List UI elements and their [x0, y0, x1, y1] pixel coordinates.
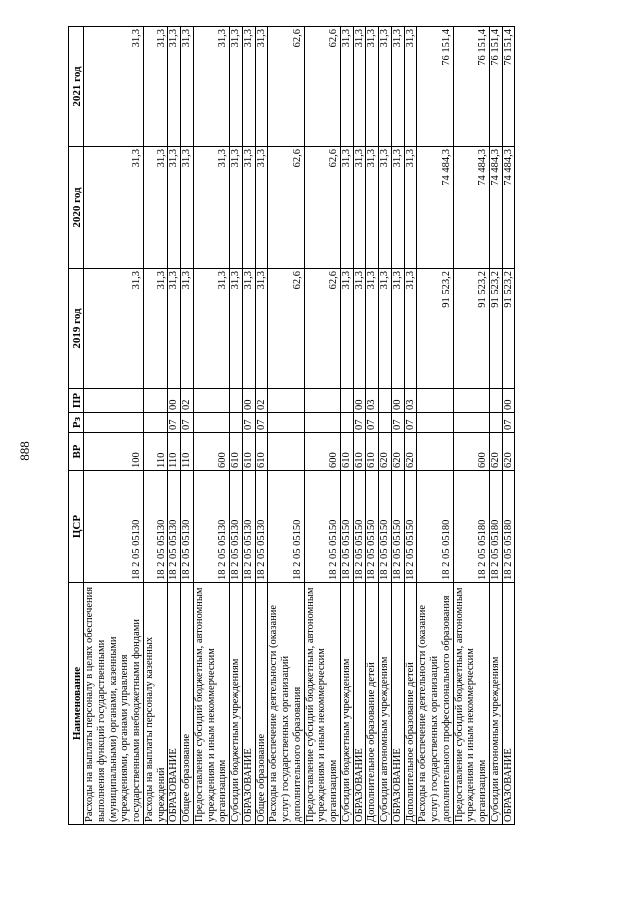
cell-vr: 620 [489, 433, 502, 471]
cell-2021: 31,3 [353, 27, 366, 147]
table-row [304, 27, 340, 825]
cell-2020: 74 484,3 [417, 147, 453, 269]
cell-2020: 31,3 [84, 147, 144, 269]
header-rz: Рз [69, 413, 84, 433]
cell-name: Предоставление субсидий бюджетным, автономным учреждениям и иным некоммерческим организациям [193, 583, 229, 825]
cell-csr: 18 2 05 05150 [304, 471, 340, 583]
cell-name: Субсидии бюджетным учреждениям [230, 583, 243, 825]
cell-2021: 31,3 [340, 27, 353, 147]
header-pr: ПР [69, 389, 84, 413]
cell-name: Общее образование [181, 583, 194, 825]
cell-vr: 620 [502, 433, 515, 471]
header-vr: ВР [69, 433, 84, 471]
cell-2020: 31,3 [168, 147, 181, 269]
cell-2020: 31,3 [230, 147, 243, 269]
cell-name: Предоставление субсидий бюджетным, автономным учреждениям и иным некоммерческим организациям [304, 583, 340, 825]
cell-2019: 91 523,2 [489, 269, 502, 389]
cell-2021: 31,3 [391, 27, 404, 147]
cell-vr: 600 [304, 433, 340, 471]
table-row [268, 27, 304, 825]
cell-name: Субсидии автономным учреждениям [379, 583, 392, 825]
cell-rz: 07 [181, 413, 194, 433]
cell-csr: 18 2 05 05150 [404, 471, 417, 583]
cell-vr: 600 [453, 433, 489, 471]
cell-vr [268, 433, 304, 471]
cell-2019: 91 523,2 [417, 269, 453, 389]
table-row [255, 27, 268, 825]
table-row [143, 27, 168, 825]
cell-2021: 31,3 [181, 27, 194, 147]
table-row [193, 27, 229, 825]
cell-rz: 07 [404, 413, 417, 433]
cell-rz [268, 413, 304, 433]
cell-csr: 18 2 05 05150 [340, 471, 353, 583]
cell-csr: 18 2 05 05150 [391, 471, 404, 583]
cell-rz [453, 413, 489, 433]
cell-2021: 31,3 [255, 27, 268, 147]
cell-rz [417, 413, 453, 433]
table-row [379, 27, 392, 825]
cell-vr [417, 433, 453, 471]
rotated-table-container [68, 27, 564, 825]
cell-name: Общее образование [255, 583, 268, 825]
cell-vr: 610 [255, 433, 268, 471]
table-row [417, 27, 453, 825]
cell-2020: 74 484,3 [453, 147, 489, 269]
cell-2020: 31,3 [143, 147, 168, 269]
cell-2021: 31,3 [379, 27, 392, 147]
cell-2020: 62,6 [304, 147, 340, 269]
cell-2021: 31,3 [242, 27, 255, 147]
cell-rz [340, 413, 353, 433]
cell-pr: 02 [255, 389, 268, 413]
cell-vr: 610 [230, 433, 243, 471]
cell-csr: 18 2 05 05130 [193, 471, 229, 583]
cell-2019: 62,6 [268, 269, 304, 389]
cell-csr: 18 2 05 05150 [268, 471, 304, 583]
cell-2020: 31,3 [193, 147, 229, 269]
cell-pr [417, 389, 453, 413]
header-2021: 2021 год [69, 27, 84, 147]
cell-rz [230, 413, 243, 433]
cell-csr: 18 2 05 05130 [84, 471, 144, 583]
cell-csr: 18 2 05 05150 [353, 471, 366, 583]
cell-name: Расходы на обеспечение деятельности (оказание услуг) государственных организаций дополнительного профессионального образования [417, 583, 453, 825]
table-row [340, 27, 353, 825]
cell-2019: 31,3 [230, 269, 243, 389]
cell-2019: 31,3 [193, 269, 229, 389]
cell-2019: 31,3 [391, 269, 404, 389]
cell-name: ОБРАЗОВАНИЕ [242, 583, 255, 825]
cell-2019: 31,3 [242, 269, 255, 389]
cell-2020: 31,3 [366, 147, 379, 269]
cell-vr: 610 [366, 433, 379, 471]
cell-pr [379, 389, 392, 413]
cell-pr: 00 [502, 389, 515, 413]
table-row [168, 27, 181, 825]
cell-2020: 31,3 [353, 147, 366, 269]
cell-rz: 07 [242, 413, 255, 433]
cell-pr [193, 389, 229, 413]
cell-csr: 18 2 05 05150 [366, 471, 379, 583]
cell-name: Предоставление субсидий бюджетным, автономным учреждениям и иным некоммерческим организациям [453, 583, 489, 825]
cell-name: ОБРАЗОВАНИЕ [168, 583, 181, 825]
cell-name: ОБРАЗОВАНИЕ [502, 583, 515, 825]
cell-rz: 07 [391, 413, 404, 433]
cell-vr: 620 [391, 433, 404, 471]
table-row [242, 27, 255, 825]
cell-pr: 00 [353, 389, 366, 413]
cell-name: Субсидии автономным учреждениям [489, 583, 502, 825]
table-row [404, 27, 417, 825]
table-row [230, 27, 243, 825]
cell-rz [379, 413, 392, 433]
cell-rz: 07 [353, 413, 366, 433]
cell-csr: 18 2 05 05130 [230, 471, 243, 583]
cell-2020: 62,6 [268, 147, 304, 269]
table-row [502, 27, 515, 825]
cell-vr: 110 [168, 433, 181, 471]
cell-2020: 31,3 [404, 147, 417, 269]
cell-2020: 74 484,3 [502, 147, 515, 269]
cell-csr: 18 2 05 05180 [417, 471, 453, 583]
table-header-row [69, 27, 84, 825]
cell-rz: 07 [255, 413, 268, 433]
cell-vr: 110 [181, 433, 194, 471]
cell-vr: 110 [143, 433, 168, 471]
cell-vr: 620 [379, 433, 392, 471]
cell-name: Дополнительное образование детей [366, 583, 379, 825]
cell-pr [143, 389, 168, 413]
cell-name: Расходы на выплаты персоналу в целях обеспечения выполнения функций государственными (муниципальными) органами, казенными учреждениями, органами управления государственными внебюджетными фондами [84, 583, 144, 825]
cell-2019: 31,3 [168, 269, 181, 389]
header-2019: 2019 год [69, 269, 84, 389]
cell-2021: 31,3 [84, 27, 144, 147]
cell-csr: 18 2 05 05180 [453, 471, 489, 583]
cell-rz: 07 [502, 413, 515, 433]
table-row [366, 27, 379, 825]
cell-csr: 18 2 05 05150 [379, 471, 392, 583]
cell-2020: 31,3 [181, 147, 194, 269]
table-row [353, 27, 366, 825]
cell-2019: 31,3 [353, 269, 366, 389]
cell-csr: 18 2 05 05180 [489, 471, 502, 583]
cell-vr: 100 [84, 433, 144, 471]
cell-pr [304, 389, 340, 413]
cell-vr: 610 [353, 433, 366, 471]
cell-2021: 76 151,4 [502, 27, 515, 147]
header-csr: ЦСР [69, 471, 84, 583]
cell-2020: 74 484,3 [489, 147, 502, 269]
cell-2019: 31,3 [366, 269, 379, 389]
cell-pr [489, 389, 502, 413]
cell-2021: 31,3 [366, 27, 379, 147]
cell-pr: 02 [181, 389, 194, 413]
cell-2021: 31,3 [168, 27, 181, 147]
cell-rz [489, 413, 502, 433]
cell-2021: 76 151,4 [489, 27, 502, 147]
cell-2019: 62,6 [304, 269, 340, 389]
cell-pr: 03 [404, 389, 417, 413]
table-row [489, 27, 502, 825]
cell-2020: 31,3 [340, 147, 353, 269]
cell-2021: 76 151,4 [453, 27, 489, 147]
cell-name: Дополнительное образование детей [404, 583, 417, 825]
cell-2021: 31,3 [230, 27, 243, 147]
cell-pr: 03 [366, 389, 379, 413]
cell-name: ОБРАЗОВАНИЕ [353, 583, 366, 825]
cell-vr: 610 [242, 433, 255, 471]
table-row [84, 27, 144, 825]
cell-2019: 31,3 [84, 269, 144, 389]
cell-name: Субсидии бюджетным учреждениям [340, 583, 353, 825]
cell-pr [84, 389, 144, 413]
cell-csr: 18 2 05 05130 [143, 471, 168, 583]
cell-2019: 31,3 [181, 269, 194, 389]
cell-name: ОБРАЗОВАНИЕ [391, 583, 404, 825]
cell-2020: 31,3 [242, 147, 255, 269]
cell-csr: 18 2 05 05130 [181, 471, 194, 583]
page-number: 888 [17, 441, 32, 461]
cell-pr [268, 389, 304, 413]
cell-2021: 62,6 [268, 27, 304, 147]
header-name: Наименование [69, 583, 84, 825]
cell-2019: 31,3 [143, 269, 168, 389]
cell-pr: 00 [168, 389, 181, 413]
cell-name: Расходы на выплаты персоналу казенных учреждений [143, 583, 168, 825]
table-row [453, 27, 489, 825]
budget-table [68, 26, 515, 825]
cell-rz [193, 413, 229, 433]
cell-2021: 31,3 [193, 27, 229, 147]
cell-csr: 18 2 05 05180 [502, 471, 515, 583]
cell-2020: 31,3 [255, 147, 268, 269]
cell-2019: 31,3 [340, 269, 353, 389]
cell-2021: 31,3 [404, 27, 417, 147]
cell-rz: 07 [366, 413, 379, 433]
cell-2019: 91 523,2 [502, 269, 515, 389]
cell-2020: 31,3 [391, 147, 404, 269]
cell-rz: 07 [168, 413, 181, 433]
cell-2021: 62,6 [304, 27, 340, 147]
cell-2019: 31,3 [404, 269, 417, 389]
cell-csr: 18 2 05 05130 [242, 471, 255, 583]
cell-2019: 31,3 [379, 269, 392, 389]
cell-vr: 620 [404, 433, 417, 471]
table-body [84, 27, 515, 825]
cell-csr: 18 2 05 05130 [168, 471, 181, 583]
cell-2019: 31,3 [255, 269, 268, 389]
cell-rz [304, 413, 340, 433]
cell-name: Расходы на обеспечение деятельности (оказание услуг) государственных организаций дополнительного образования [268, 583, 304, 825]
cell-2020: 31,3 [379, 147, 392, 269]
cell-pr: 00 [391, 389, 404, 413]
cell-2021: 76 151,4 [417, 27, 453, 147]
cell-rz [84, 413, 144, 433]
cell-pr [340, 389, 353, 413]
cell-pr [453, 389, 489, 413]
cell-vr: 600 [193, 433, 229, 471]
cell-pr [230, 389, 243, 413]
cell-pr: 00 [242, 389, 255, 413]
table-row [181, 27, 194, 825]
cell-csr: 18 2 05 05130 [255, 471, 268, 583]
cell-2021: 31,3 [143, 27, 168, 147]
cell-2019: 91 523,2 [453, 269, 489, 389]
cell-rz [143, 413, 168, 433]
header-2020: 2020 год [69, 147, 84, 269]
cell-vr: 610 [340, 433, 353, 471]
table-row [391, 27, 404, 825]
